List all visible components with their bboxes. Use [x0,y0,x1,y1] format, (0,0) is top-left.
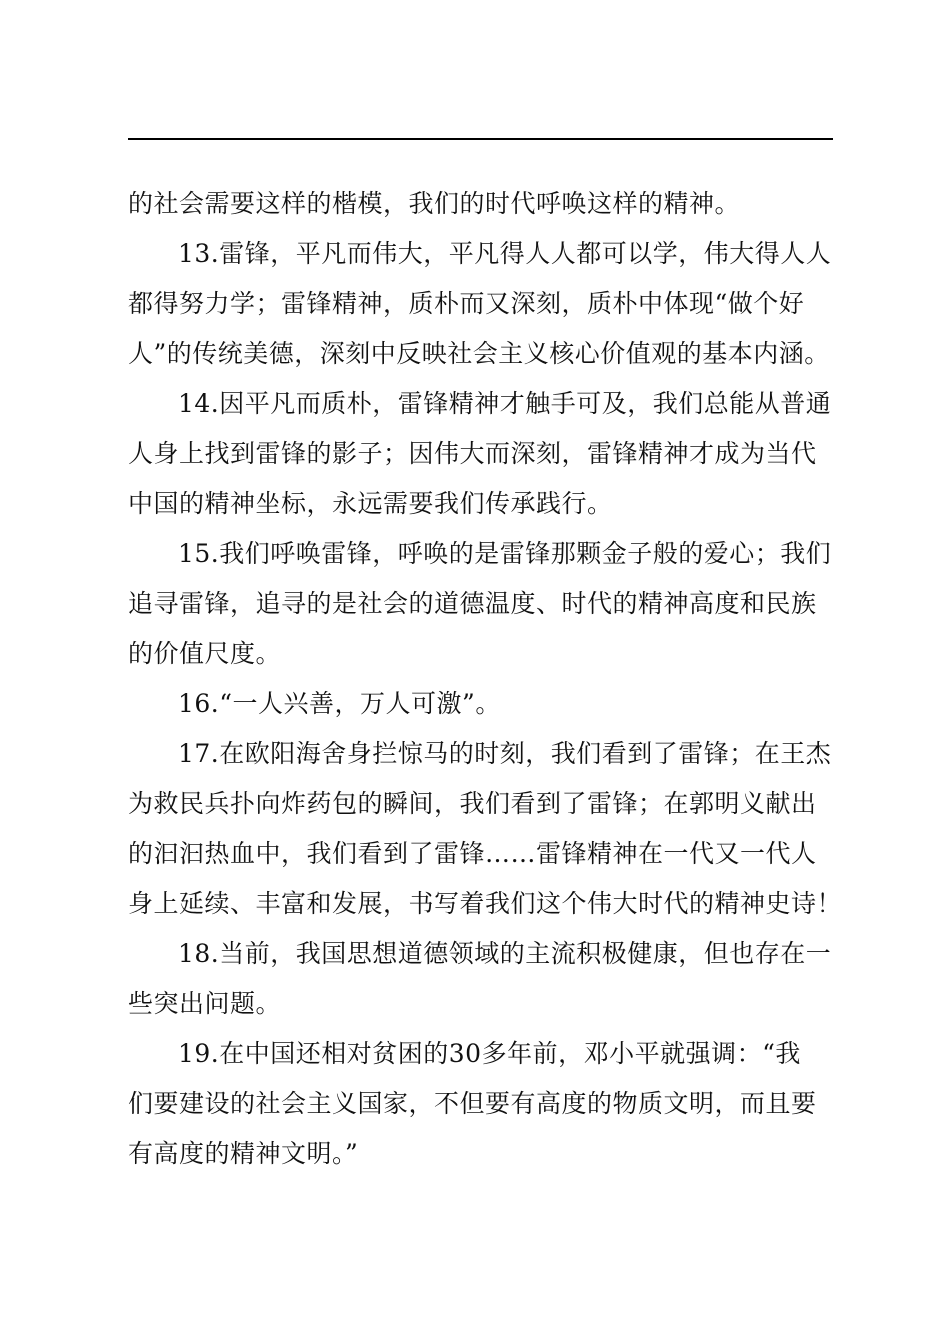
text-line: 的价值尺度。 [128,639,282,668]
text-line: 为救民兵扑向炸药包的瞬间，我们看到了雷锋；在郭明义献出 [128,789,817,818]
text-line: 18.当前，我国思想道德领域的主流积极健康，但也存在一 [178,939,832,968]
text-line: 中国的精神坐标，永远需要我们传承践行。 [128,489,613,518]
text-line: 身上延续、丰富和发展，书写着我们这个伟大时代的精神史诗！ [128,889,843,918]
text-line: 的社会需要这样的楷模，我们的时代呼唤这样的精神。 [128,189,741,218]
text-line: 19.在中国还相对贫困的30多年前，邓小平就强调：“我 [178,1039,801,1068]
text-line: 追寻雷锋，追寻的是社会的道德温度、时代的精神高度和民族 [128,589,817,618]
text-line: 14.因平凡而质朴，雷锋精神才触手可及，我们总能从普通 [178,389,832,418]
text-line: 13.雷锋，平凡而伟大，平凡得人人都可以学，伟大得人人 [178,239,832,268]
text-line: 都得努力学；雷锋精神，质朴而又深刻，质朴中体现“做个好 [128,289,805,318]
text-line: 们要建设的社会主义国家，不但要有高度的物质文明，而且要 [128,1089,817,1118]
text-line: 15.我们呼唤雷锋，呼唤的是雷锋那颗金子般的爱心；我们 [178,539,832,568]
header-rule [128,138,833,140]
text-line: 人身上找到雷锋的影子；因伟大而深刻，雷锋精神才成为当代 [128,439,817,468]
text-line: 的汩汩热血中，我们看到了雷锋……雷锋精神在一代又一代人 [128,839,817,868]
text-line: 人”的传统美德，深刻中反映社会主义核心价值观的基本内涵。 [128,339,830,368]
text-line: 有高度的精神文明。” [128,1139,359,1168]
text-line: 些突出问题。 [128,989,282,1018]
text-line: 16.“一人兴善，万人可激”。 [178,689,501,718]
text-line: 17.在欧阳海舍身拦惊马的时刻，我们看到了雷锋；在王杰 [178,739,832,768]
